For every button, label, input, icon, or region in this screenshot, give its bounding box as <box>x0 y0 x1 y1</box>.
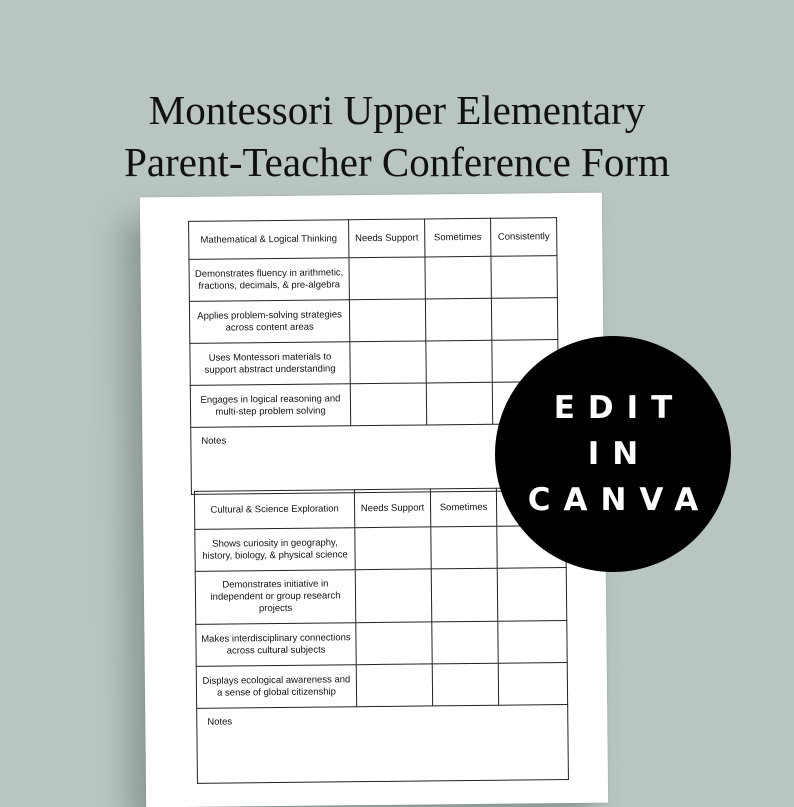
skill-label: Uses Montessori materials to support abstract understanding <box>190 342 350 386</box>
table-row <box>190 340 558 386</box>
badge-line-1: EDIT <box>553 390 686 426</box>
rating-cell[interactable] <box>432 663 498 706</box>
table-row <box>195 525 566 571</box>
cultural-section-table <box>194 487 569 784</box>
rating-cell[interactable] <box>349 257 425 300</box>
rating-cell[interactable] <box>431 568 498 622</box>
skill-label: Demonstrates initiative in independent or group research projects <box>195 570 356 625</box>
column-sometimes: Sometimes <box>425 218 491 257</box>
rating-cell[interactable] <box>349 299 425 342</box>
rating-cell[interactable] <box>491 256 557 299</box>
column-needs-support: Needs Support <box>349 219 425 258</box>
table-row <box>196 620 567 666</box>
page-title <box>0 84 794 188</box>
rating-cell[interactable] <box>491 298 557 341</box>
rating-cell[interactable] <box>426 340 492 383</box>
title-line-2: Parent-Teacher Conference Form <box>124 139 670 185</box>
column-needs-support: Needs Support <box>354 489 430 528</box>
edit-in-canva-badge <box>495 336 731 572</box>
skill-label: Displays ecological awareness and a sense of global citizenship <box>196 665 356 709</box>
section-heading: Mathematical & Logical Thinking <box>189 220 349 260</box>
table-row <box>189 256 557 302</box>
table-header-row <box>189 218 557 260</box>
notes-label: Notes <box>201 435 227 447</box>
rating-cell[interactable] <box>431 526 497 569</box>
badge-line-3: CANVA <box>527 482 712 518</box>
notes-label: Notes <box>207 716 233 728</box>
rating-cell[interactable] <box>498 662 567 705</box>
notes-row <box>197 704 569 783</box>
badge-line-2: IN <box>587 436 652 472</box>
skill-label: Demonstrates fluency in arithmetic, fractions, decimals, & pre-algebra <box>189 258 349 302</box>
notes-field[interactable] <box>197 704 569 783</box>
column-consistently: Consistently <box>491 218 557 257</box>
rating-cell[interactable] <box>498 620 567 663</box>
rating-cell[interactable] <box>356 664 432 707</box>
rating-cell[interactable] <box>425 298 491 341</box>
column-sometimes: Sometimes <box>430 488 496 527</box>
table-row <box>196 662 567 708</box>
skill-label: Applies problem-solving strategies across content areas <box>189 300 349 344</box>
rating-cell[interactable] <box>356 622 432 665</box>
rating-cell[interactable] <box>425 256 491 299</box>
rating-cell[interactable] <box>497 567 567 621</box>
table-row <box>189 298 557 344</box>
title-line-1: Montessori Upper Elementary <box>148 87 646 133</box>
skill-label: Shows curiosity in geography, history, biology, & physical science <box>195 528 355 572</box>
rating-cell[interactable] <box>355 569 432 623</box>
skill-label: Makes interdisciplinary connections across cultural subjects <box>196 623 356 667</box>
rating-cell[interactable] <box>350 341 426 384</box>
rating-cell[interactable] <box>432 621 498 664</box>
skill-label: Engages in logical reasoning and multi-step problem solving <box>190 384 350 428</box>
section-heading: Cultural & Science Exploration <box>194 490 354 530</box>
table-row <box>195 567 567 624</box>
rating-cell[interactable] <box>355 527 431 570</box>
rating-cell[interactable] <box>350 383 426 426</box>
rating-cell[interactable] <box>426 382 492 425</box>
